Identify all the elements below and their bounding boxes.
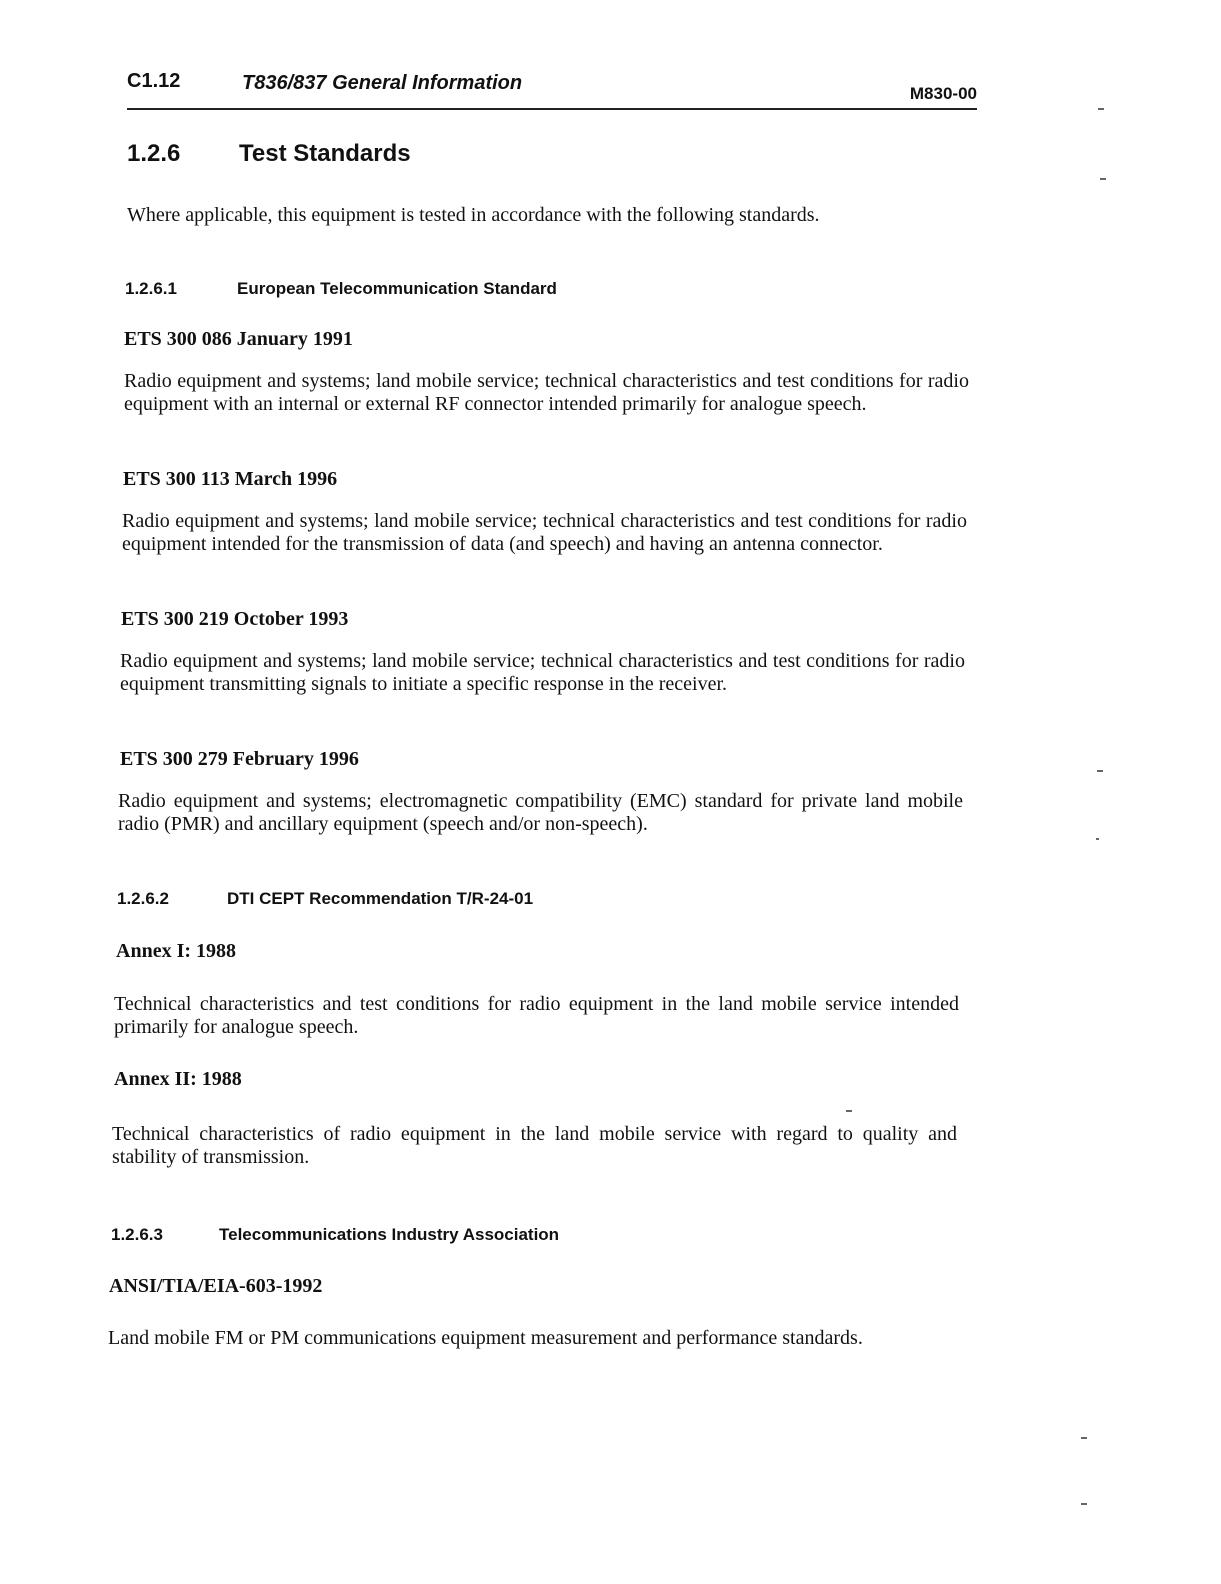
subsection-title: Telecommunications Industry Association — [219, 1225, 560, 1244]
subsection-number: 1.2.6.1 — [125, 279, 177, 298]
scan-speck — [1098, 108, 1104, 110]
scan-speck — [1081, 1503, 1087, 1505]
standard-id: ETS 300 279 February 1996 — [120, 748, 359, 770]
scan-speck — [1096, 838, 1099, 840]
subsection-number: 1.2.6.2 — [117, 889, 169, 908]
standard-id: ETS 300 113 March 1996 — [123, 468, 338, 490]
standard-id: ETS 300 219 October 1993 — [121, 608, 349, 630]
subsection-heading — [125, 279, 725, 301]
chapter-code: C1.12 — [127, 70, 181, 92]
standard-description: Radio equipment and systems; land mobile service; technical characteristics and test conditions for radio equipment with an internal or external RF connector intended primarily for analogue speech. — [124, 370, 969, 415]
subsection-title: DTI CEPT Recommendation T/R-24-01 — [227, 889, 534, 908]
scan-speck — [1081, 1437, 1087, 1439]
section-heading — [127, 140, 727, 170]
annex-description: Technical characteristics of radio equipment in the land mobile service with regard to quality and stability of transmission. — [112, 1123, 957, 1168]
section-number: 1.2.6 — [127, 140, 181, 167]
section-title: Test Standards — [239, 140, 411, 167]
scan-speck — [1100, 178, 1106, 180]
standard-description: Radio equipment and systems; electromagnetic compatibility (EMC) standard for private land mobile radio (PMR) and ancillary equipment (speech and/or non-speech). — [118, 790, 963, 835]
section-intro: Where applicable, this equipment is tested in accordance with the following standards. — [127, 204, 820, 226]
standard-description: Land mobile FM or PM communications equipment measurement and performance standards. — [108, 1327, 863, 1349]
subsection-heading — [117, 889, 717, 911]
subsection-heading — [111, 1225, 711, 1247]
header-title: T836/837 General Information — [242, 72, 523, 94]
annex-id: Annex II: 1988 — [114, 1068, 242, 1090]
subsection-number: 1.2.6.3 — [111, 1225, 163, 1244]
annex-id: Annex I: 1988 — [116, 940, 237, 962]
annex-description: Technical characteristics and test conditions for radio equipment in the land mobile service intended primarily for analogue speech. — [114, 993, 959, 1038]
subsection-title: European Telecommunication Standard — [237, 279, 557, 298]
document-number: M830-00 — [909, 84, 977, 103]
page-header — [127, 70, 977, 110]
standard-id: ETS 300 086 January 1991 — [124, 328, 353, 350]
scan-speck — [846, 1110, 852, 1112]
scan-speck — [1097, 770, 1103, 772]
standard-description: Radio equipment and systems; land mobile service; technical characteristics and test conditions for radio equipment intended for the transmission of data (and speech) and having an antenna connector. — [122, 510, 967, 555]
standard-id: ANSI/TIA/EIA-603-1992 — [109, 1275, 323, 1297]
standard-description: Radio equipment and systems; land mobile service; technical characteristics and test conditions for radio equipment transmitting signals to initiate a specific response in the receiver. — [120, 650, 965, 695]
